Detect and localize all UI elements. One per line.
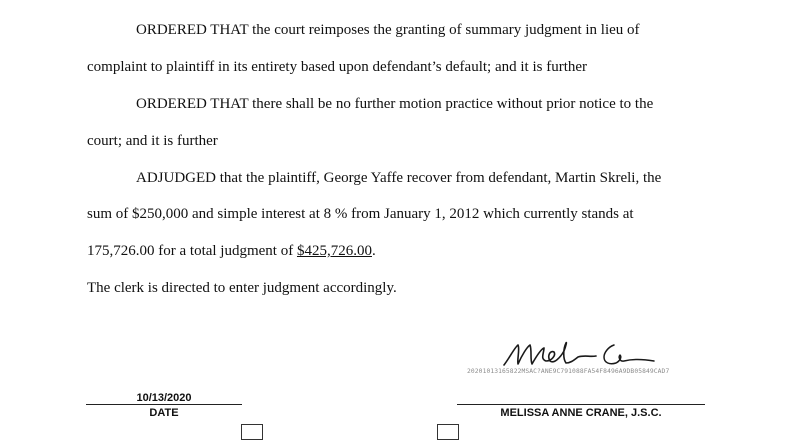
adjudged-paragraph-line-3 bbox=[87, 242, 376, 260]
checkbox[interactable] bbox=[241, 424, 263, 440]
signature-verification-code: 20201013165822MSAC?ANE9C791088FA54F8496A9DB05849CAD7 bbox=[467, 368, 670, 375]
interest-amount-text: 175,726.00 for a total judgment of bbox=[87, 243, 297, 259]
adjudged-paragraph-line-1: ADJUDGED that the plaintiff, George Yaffe recover from defendant, Martin Skreli, the bbox=[136, 170, 662, 186]
judge-name: MELISSA ANNE CRANE, J.S.C. bbox=[500, 407, 662, 419]
judge-signature-line bbox=[457, 404, 705, 405]
order-paragraph-1-line-1: ORDERED THAT the court reimposes the granting of summary judgment in lieu of bbox=[136, 22, 640, 38]
order-paragraph-1-line-2: complaint to plaintiff in its entirety based upon defendant’s default; and it is further bbox=[87, 59, 588, 75]
checkbox[interactable] bbox=[437, 424, 459, 440]
order-paragraph-2-line-1: ORDERED THAT there shall be no further motion practice without prior notice to the bbox=[136, 96, 654, 112]
order-date: 10/13/2020 bbox=[136, 392, 192, 404]
date-signature-line bbox=[86, 404, 242, 405]
clerk-directive: The clerk is directed to enter judgment accordingly. bbox=[87, 280, 397, 296]
total-judgment-amount: $425,726.00 bbox=[296, 243, 372, 259]
order-paragraph-2-line-2: court; and it is further bbox=[87, 133, 218, 149]
adjudged-paragraph-line-2: sum of $250,000 and simple interest at 8 % from January 1, 2012 which currently stands at bbox=[87, 206, 634, 222]
date-label: DATE bbox=[149, 407, 179, 419]
judge-signature-image bbox=[490, 335, 660, 385]
sentence-period: . bbox=[371, 243, 376, 259]
